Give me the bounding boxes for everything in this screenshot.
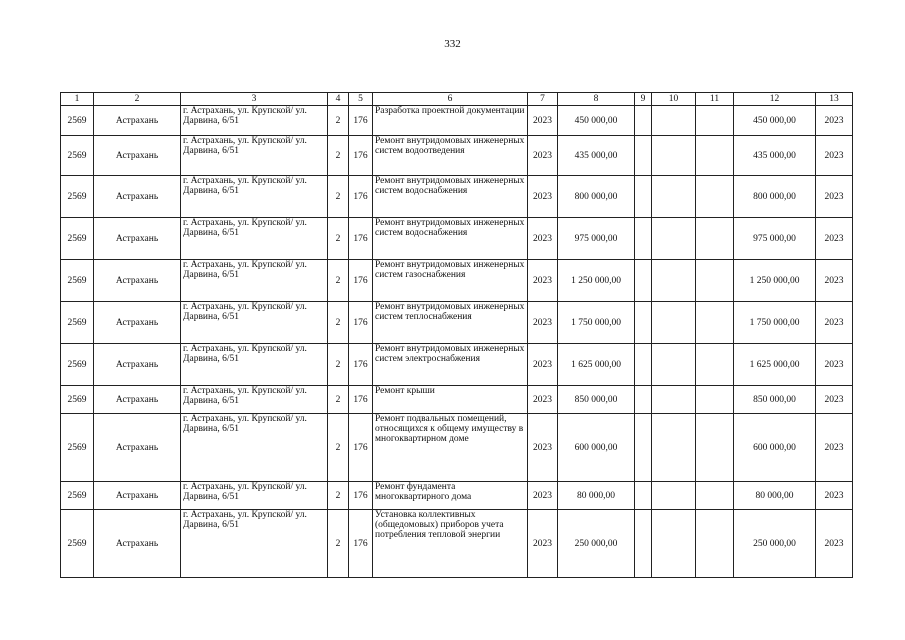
cell-code: 2569: [61, 106, 94, 136]
cell-year: 2023: [816, 260, 853, 302]
cell-empty: [696, 260, 734, 302]
cell-empty: [652, 106, 696, 136]
page-number: 332: [444, 38, 461, 50]
cell-number: 176: [349, 344, 373, 386]
cell-empty: [696, 414, 734, 482]
cell-number: 176: [349, 482, 373, 510]
cell-year: 2023: [528, 176, 558, 218]
cell-code: 2569: [61, 302, 94, 344]
cell-empty: [696, 510, 734, 578]
table-row: [61, 176, 853, 218]
cell-total: 1 750 000,00: [734, 302, 816, 344]
cell-year: 2023: [816, 482, 853, 510]
cell-total: 850 000,00: [734, 386, 816, 414]
cell-code: 2569: [61, 510, 94, 578]
cell-number: 176: [349, 136, 373, 176]
cell-work-type: Ремонт внутридомовых инженерных систем теплоснабжения: [373, 302, 528, 344]
cell-year: 2023: [528, 136, 558, 176]
cell-empty: [635, 218, 652, 260]
cell-year: 2023: [816, 510, 853, 578]
table-row: [61, 136, 853, 176]
cell-work-type: Ремонт крыши: [373, 386, 528, 414]
cell-number: 2: [328, 386, 349, 414]
table-row: [61, 260, 853, 302]
cell-work-type: Ремонт внутридомовых инженерных систем газоснабжения: [373, 260, 528, 302]
cell-year: 2023: [816, 106, 853, 136]
cell-year: 2023: [528, 414, 558, 482]
cell-empty: [652, 260, 696, 302]
cell-total: 1 250 000,00: [734, 260, 816, 302]
cell-city: Астрахань: [94, 482, 181, 510]
cell-total: 975 000,00: [734, 218, 816, 260]
cell-work-type: Ремонт подвальных помещений, относящихся к общему имуществу в многоквартирном доме: [373, 414, 528, 482]
cell-code: 2569: [61, 344, 94, 386]
cell-year: 2023: [528, 302, 558, 344]
cell-number: 2: [328, 260, 349, 302]
cell-number: 2: [328, 176, 349, 218]
table-row: [61, 106, 853, 136]
cell-number: 176: [349, 510, 373, 578]
cell-address: г. Астрахань, ул. Крупской/ ул. Дарвина, 6/51: [181, 260, 328, 302]
cell-work-type: Установка коллективных (общедомовых) приборов учета потребления тепловой энергии: [373, 510, 528, 578]
cell-year: 2023: [816, 302, 853, 344]
cell-year: 2023: [528, 482, 558, 510]
cell-total: 435 000,00: [734, 136, 816, 176]
column-header: 4: [328, 93, 349, 106]
cell-number: 176: [349, 106, 373, 136]
cell-total: 600 000,00: [734, 414, 816, 482]
cell-code: 2569: [61, 136, 94, 176]
cell-city: Астрахань: [94, 302, 181, 344]
cell-cost: 80 000,00: [558, 482, 635, 510]
cell-number: 2: [328, 106, 349, 136]
cell-code: 2569: [61, 386, 94, 414]
cell-year: 2023: [816, 386, 853, 414]
cell-empty: [696, 302, 734, 344]
cell-cost: 1 250 000,00: [558, 260, 635, 302]
cell-cost: 800 000,00: [558, 176, 635, 218]
table-row: [61, 414, 853, 482]
cell-empty: [696, 106, 734, 136]
cell-city: Астрахань: [94, 386, 181, 414]
cell-empty: [635, 482, 652, 510]
cell-year: 2023: [528, 260, 558, 302]
table-row: [61, 386, 853, 414]
table-row: [61, 510, 853, 578]
cell-number: 2: [328, 510, 349, 578]
column-header: 2: [94, 93, 181, 106]
cell-number: 176: [349, 260, 373, 302]
cell-empty: [635, 414, 652, 482]
cell-number: 2: [328, 482, 349, 510]
cell-empty: [635, 386, 652, 414]
cell-number: 176: [349, 218, 373, 260]
cell-empty: [652, 482, 696, 510]
cell-city: Астрахань: [94, 218, 181, 260]
table-row: [61, 302, 853, 344]
cell-empty: [635, 510, 652, 578]
cell-empty: [652, 414, 696, 482]
cell-empty: [635, 136, 652, 176]
cell-city: Астрахань: [94, 414, 181, 482]
cell-year: 2023: [528, 510, 558, 578]
column-header: 13: [816, 93, 853, 106]
cell-total: 1 625 000,00: [734, 344, 816, 386]
cell-address: г. Астрахань, ул. Крупской/ ул. Дарвина, 6/51: [181, 136, 328, 176]
cell-total: 800 000,00: [734, 176, 816, 218]
cell-year: 2023: [816, 344, 853, 386]
cell-number: 2: [328, 302, 349, 344]
cell-code: 2569: [61, 414, 94, 482]
cell-code: 2569: [61, 482, 94, 510]
cell-city: Астрахань: [94, 344, 181, 386]
cell-empty: [635, 344, 652, 386]
column-header: 1: [61, 93, 94, 106]
cell-number: 2: [328, 414, 349, 482]
cell-number: 2: [328, 218, 349, 260]
column-header: 3: [181, 93, 328, 106]
column-header: 7: [528, 93, 558, 106]
cell-cost: 975 000,00: [558, 218, 635, 260]
cell-address: г. Астрахань, ул. Крупской/ ул. Дарвина, 6/51: [181, 510, 328, 578]
cell-work-type: Разработка проектной документации: [373, 106, 528, 136]
cell-number: 176: [349, 176, 373, 218]
cell-total: 450 000,00: [734, 106, 816, 136]
column-header: 6: [373, 93, 528, 106]
cell-cost: 435 000,00: [558, 136, 635, 176]
cell-empty: [652, 302, 696, 344]
cell-number: 2: [328, 136, 349, 176]
cell-city: Астрахань: [94, 176, 181, 218]
header-row: [61, 93, 853, 106]
cell-cost: 1 750 000,00: [558, 302, 635, 344]
cell-address: г. Астрахань, ул. Крупской/ ул. Дарвина, 6/51: [181, 302, 328, 344]
cell-year: 2023: [816, 414, 853, 482]
cell-code: 2569: [61, 218, 94, 260]
cell-code: 2569: [61, 260, 94, 302]
cell-empty: [696, 344, 734, 386]
cell-empty: [652, 176, 696, 218]
cell-empty: [696, 176, 734, 218]
cell-empty: [696, 482, 734, 510]
cell-year: 2023: [528, 106, 558, 136]
table-row: [61, 218, 853, 260]
cell-address: г. Астрахань, ул. Крупской/ ул. Дарвина, 6/51: [181, 482, 328, 510]
cell-address: г. Астрахань, ул. Крупской/ ул. Дарвина, 6/51: [181, 344, 328, 386]
cell-cost: 250 000,00: [558, 510, 635, 578]
cell-empty: [652, 386, 696, 414]
cell-cost: 1 625 000,00: [558, 344, 635, 386]
cell-year: 2023: [528, 344, 558, 386]
cell-city: Астрахань: [94, 260, 181, 302]
cell-number: 176: [349, 386, 373, 414]
column-header: 9: [635, 93, 652, 106]
cell-address: г. Астрахань, ул. Крупской/ ул. Дарвина, 6/51: [181, 176, 328, 218]
capital-repair-table: [60, 92, 853, 578]
cell-year: 2023: [816, 218, 853, 260]
cell-address: г. Астрахань, ул. Крупской/ ул. Дарвина, 6/51: [181, 106, 328, 136]
cell-work-type: Ремонт фундамента многоквартирного дома: [373, 482, 528, 510]
cell-year: 2023: [528, 218, 558, 260]
cell-address: г. Астрахань, ул. Крупской/ ул. Дарвина, 6/51: [181, 414, 328, 482]
cell-empty: [696, 136, 734, 176]
cell-empty: [635, 260, 652, 302]
cell-city: Астрахань: [94, 136, 181, 176]
cell-work-type: Ремонт внутридомовых инженерных систем водоотведения: [373, 136, 528, 176]
column-header: 8: [558, 93, 635, 106]
cell-year: 2023: [816, 136, 853, 176]
cell-address: г. Астрахань, ул. Крупской/ ул. Дарвина, 6/51: [181, 218, 328, 260]
cell-cost: 450 000,00: [558, 106, 635, 136]
cell-empty: [652, 344, 696, 386]
cell-year: 2023: [528, 386, 558, 414]
cell-empty: [652, 218, 696, 260]
cell-empty: [635, 106, 652, 136]
column-header: 5: [349, 93, 373, 106]
cell-number: 176: [349, 302, 373, 344]
column-header: 11: [696, 93, 734, 106]
cell-empty: [635, 176, 652, 218]
cell-empty: [696, 386, 734, 414]
cell-work-type: Ремонт внутридомовых инженерных систем водоснабжения: [373, 218, 528, 260]
cell-empty: [652, 136, 696, 176]
cell-number: 2: [328, 344, 349, 386]
column-header: 10: [652, 93, 696, 106]
cell-cost: 600 000,00: [558, 414, 635, 482]
cell-city: Астрахань: [94, 106, 181, 136]
cell-year: 2023: [816, 176, 853, 218]
cell-work-type: Ремонт внутридомовых инженерных систем электроснабжения: [373, 344, 528, 386]
cell-work-type: Ремонт внутридомовых инженерных систем водоснабжения: [373, 176, 528, 218]
cell-empty: [652, 510, 696, 578]
cell-total: 250 000,00: [734, 510, 816, 578]
column-header: 12: [734, 93, 816, 106]
cell-cost: 850 000,00: [558, 386, 635, 414]
table-row: [61, 482, 853, 510]
cell-empty: [635, 302, 652, 344]
cell-total: 80 000,00: [734, 482, 816, 510]
cell-number: 176: [349, 414, 373, 482]
cell-address: г. Астрахань, ул. Крупской/ ул. Дарвина, 6/51: [181, 386, 328, 414]
table-row: [61, 344, 853, 386]
cell-code: 2569: [61, 176, 94, 218]
cell-city: Астрахань: [94, 510, 181, 578]
cell-empty: [696, 218, 734, 260]
